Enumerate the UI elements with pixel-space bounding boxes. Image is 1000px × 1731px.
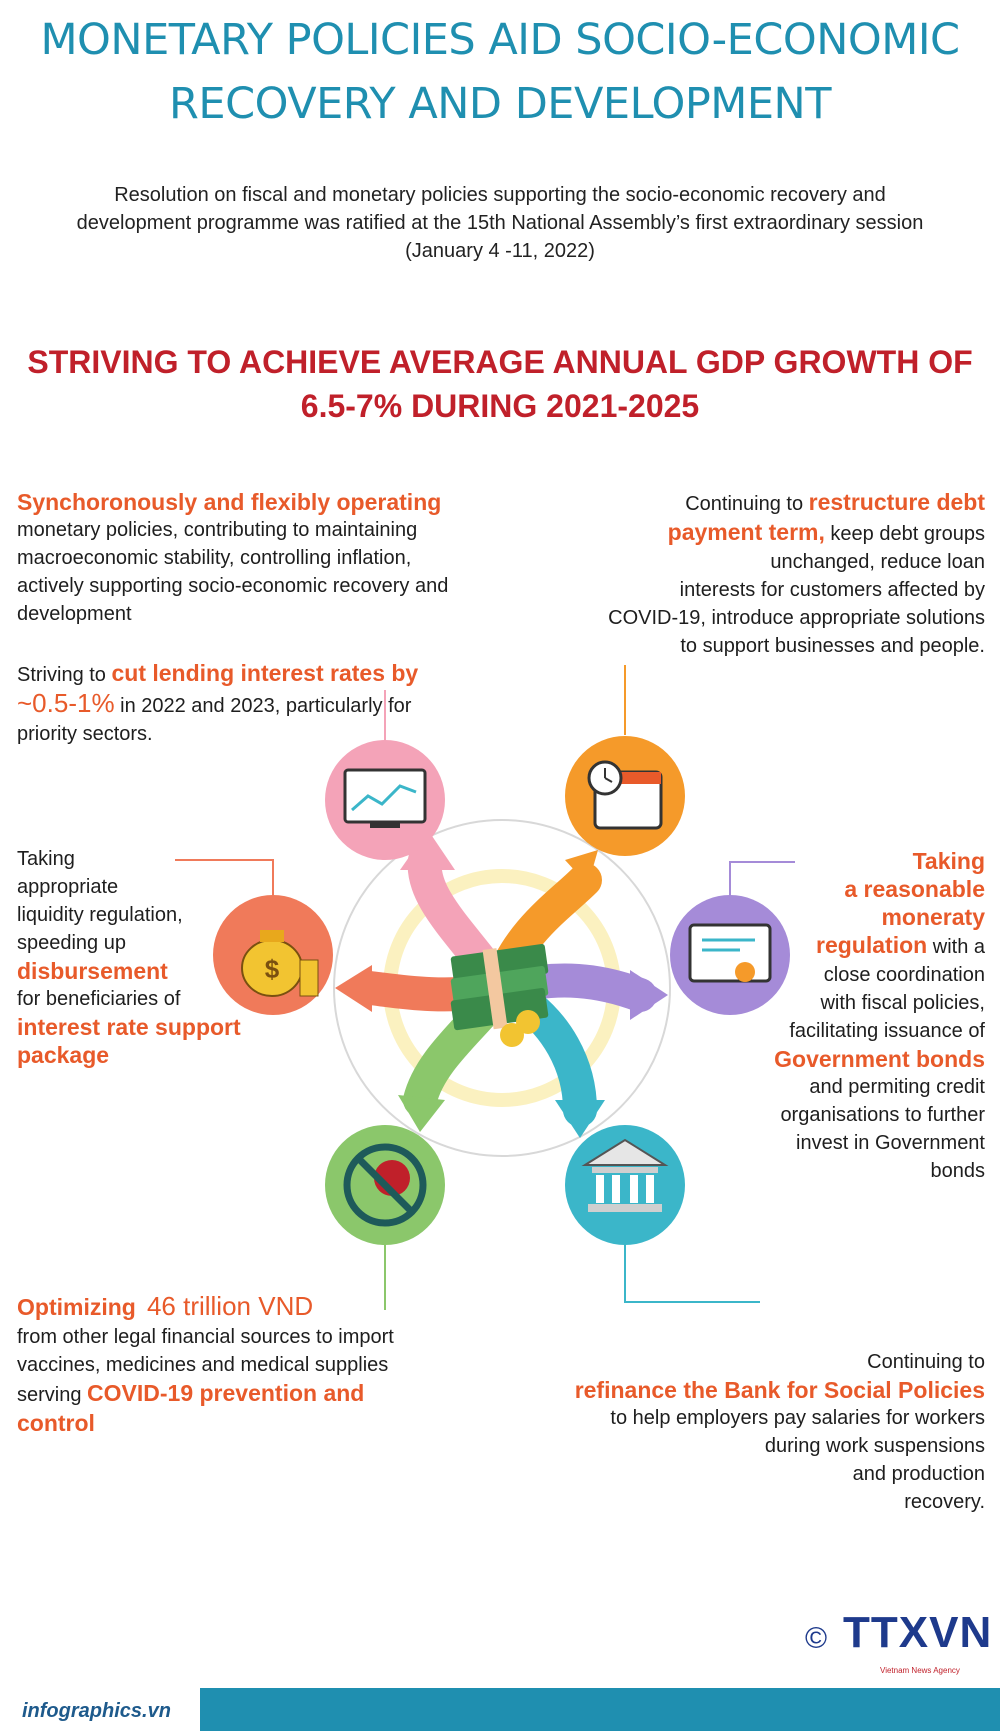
block3-line-4: speeding up (17, 932, 126, 954)
block6-line-2: close coordination (823, 964, 985, 986)
block7-emphasis: refinance the Bank for Social Policies (574, 1377, 985, 1403)
block4-emphasis-2: COVID-19 prevention and (87, 1380, 365, 1406)
block6-emphasis-5: Government bonds (774, 1046, 985, 1072)
title-line-2: RECOVERY AND DEVELOPMENT (169, 79, 831, 129)
svg-text:$: $ (264, 954, 280, 984)
block5-line-4: COVID-19, introduce appropriate solutions (608, 607, 985, 629)
calendar-clock-icon (565, 736, 685, 856)
logo-subtitle: Vietnam News Agency (880, 1666, 960, 1675)
title-line-1: MONETARY POLICIES AID SOCIO-ECONOMIC (40, 15, 960, 65)
block6-line-3: with fiscal policies, (820, 992, 985, 1014)
block4-line-1: from other legal financial sources to import (17, 1326, 394, 1348)
copyright-icon: © (805, 1622, 828, 1655)
block6-emphasis-1: Taking (912, 848, 985, 874)
block2-number: ~0.5-1% (17, 688, 115, 718)
block3-emphasis-3: package (17, 1042, 110, 1068)
block2-emphasis: cut lending interest rates by (111, 660, 419, 686)
block3-line-5: for beneficiaries of (17, 988, 181, 1010)
block4-line-3: serving (17, 1384, 88, 1406)
block7-line-5: recovery. (904, 1491, 985, 1513)
block7-line-4: and production (852, 1463, 985, 1485)
block1-line-1: monetary policies, contributing to maintaining (17, 519, 418, 541)
footer-site-link[interactable]: infographics.vn (22, 1700, 171, 1722)
money-bag-icon (213, 895, 333, 1015)
virus-prohibited-icon (325, 1125, 445, 1245)
block4-emphasis-3: control (17, 1410, 95, 1436)
block3-emphasis-2: interest rate support (17, 1014, 241, 1040)
headline-line-2: 6.5-7% DURING 2021-2025 (300, 388, 700, 424)
intro-line-2: development programme was ratified at the 15th National Assembly’s first extraordinary session (76, 212, 924, 234)
block5-emphasis-1: restructure debt (808, 489, 985, 515)
block3-line-1: Taking (17, 848, 75, 870)
arrow-coral-head (335, 965, 372, 1012)
arrow-purple-head (630, 970, 668, 1020)
connector-line-6 (625, 1240, 760, 1302)
intro-line-3: (January 4 -11, 2022) (405, 240, 595, 262)
block4-line-2: vaccines, medicines and medical supplies (17, 1354, 389, 1376)
bank-icon (565, 1125, 685, 1245)
ttxvn-logo: TTXVN (843, 1608, 993, 1657)
block3-line-3: liquidity regulation, (17, 904, 183, 926)
block1-line-2: macroeconomic stability, controlling inflation, (17, 547, 412, 569)
block5-emphasis-2: payment term, (667, 519, 825, 545)
block6-emphasis-3: moneraty (881, 904, 985, 930)
block1-emphasis: Synchoronously and flexibly operating (17, 489, 442, 515)
block7-line-1: Continuing to (867, 1351, 985, 1373)
block5-line-3: interests for customers affected by (679, 579, 985, 601)
block3-emphasis-1: disbursement (17, 958, 168, 984)
arrow-green-head (398, 1095, 445, 1132)
block6-line-1: with a (927, 936, 985, 958)
block3-line-2: appropriate (17, 876, 119, 898)
block4-emphasis: Optimizing (17, 1294, 136, 1320)
headline-line-1: STRIVING TO ACHIEVE AVERAGE ANNUAL GDP GROWTH OF (27, 344, 973, 380)
intro-line-1: Resolution on fiscal and monetary policies supporting the socio-economic recovery and (114, 184, 886, 206)
block6-line-4: facilitating issuance of (789, 1020, 985, 1042)
block1-line-3: actively supporting socio-economic recovery and (17, 575, 449, 597)
certificate-icon (670, 895, 790, 1015)
block4-number: 46 trillion VND (146, 1291, 314, 1321)
block5-prefix: Continuing to (685, 493, 809, 515)
block6-line-7: invest in Government (796, 1132, 985, 1154)
block6-emphasis-2: a reasonable (844, 876, 985, 902)
block2-prefix: Striving to (17, 664, 112, 686)
block5-line-1: keep debt groups (824, 523, 985, 545)
block6-emphasis-4: regulation (816, 932, 928, 958)
block1-line-4: development (17, 603, 132, 625)
connector-line-4 (730, 862, 795, 900)
block2-line-1: in 2022 and 2023, particularly for (114, 695, 412, 717)
block5-line-5: to support businesses and people. (680, 635, 985, 657)
block6-line-6: organisations to further (780, 1104, 985, 1126)
block7-line-2: to help employers pay salaries for workers (610, 1407, 985, 1429)
block2-line-2: priority sectors. (17, 723, 153, 745)
block7-line-3: during work suspensions (764, 1435, 985, 1457)
block6-line-5: and permiting credit (809, 1076, 985, 1098)
computer-chart-icon (325, 740, 445, 860)
block5-line-2: unchanged, reduce loan (770, 551, 985, 573)
block6-line-8: bonds (930, 1160, 985, 1182)
